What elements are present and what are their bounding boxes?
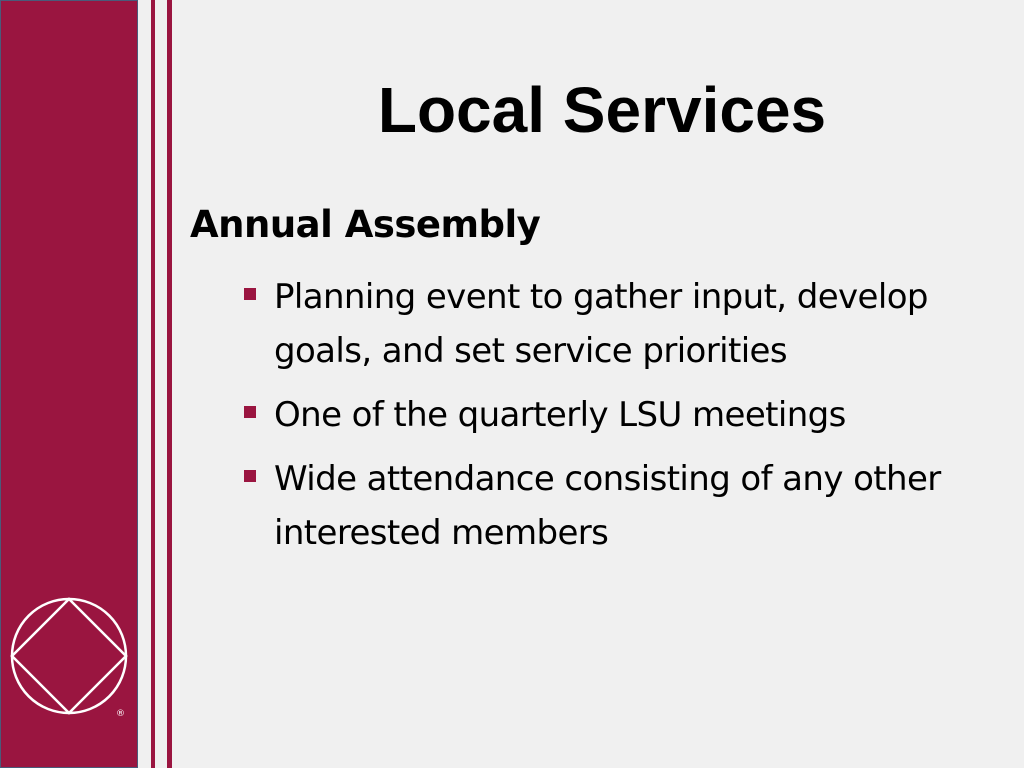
bullet-item [244,452,1014,560]
bullet-item [244,388,1014,442]
bullet-text: Wide attendance consisting of any other interested members [274,459,941,553]
section-heading: Annual Assembly [190,203,541,246]
bullet-list [244,270,1014,570]
bullet-text: Planning event to gather input, develop goals, and set service priorities [274,277,928,371]
square-bullet-icon [244,470,256,482]
registered-mark: ® [116,709,125,719]
decorative-stripe-left [151,0,155,768]
na-logo-icon [9,596,133,720]
square-bullet-icon [244,406,256,418]
slide-title: Local Services [377,74,827,146]
sidebar-band [0,0,138,768]
square-bullet-icon [244,288,256,300]
bullet-item [244,270,1014,378]
bullet-text: One of the quarterly LSU meetings [274,395,846,435]
